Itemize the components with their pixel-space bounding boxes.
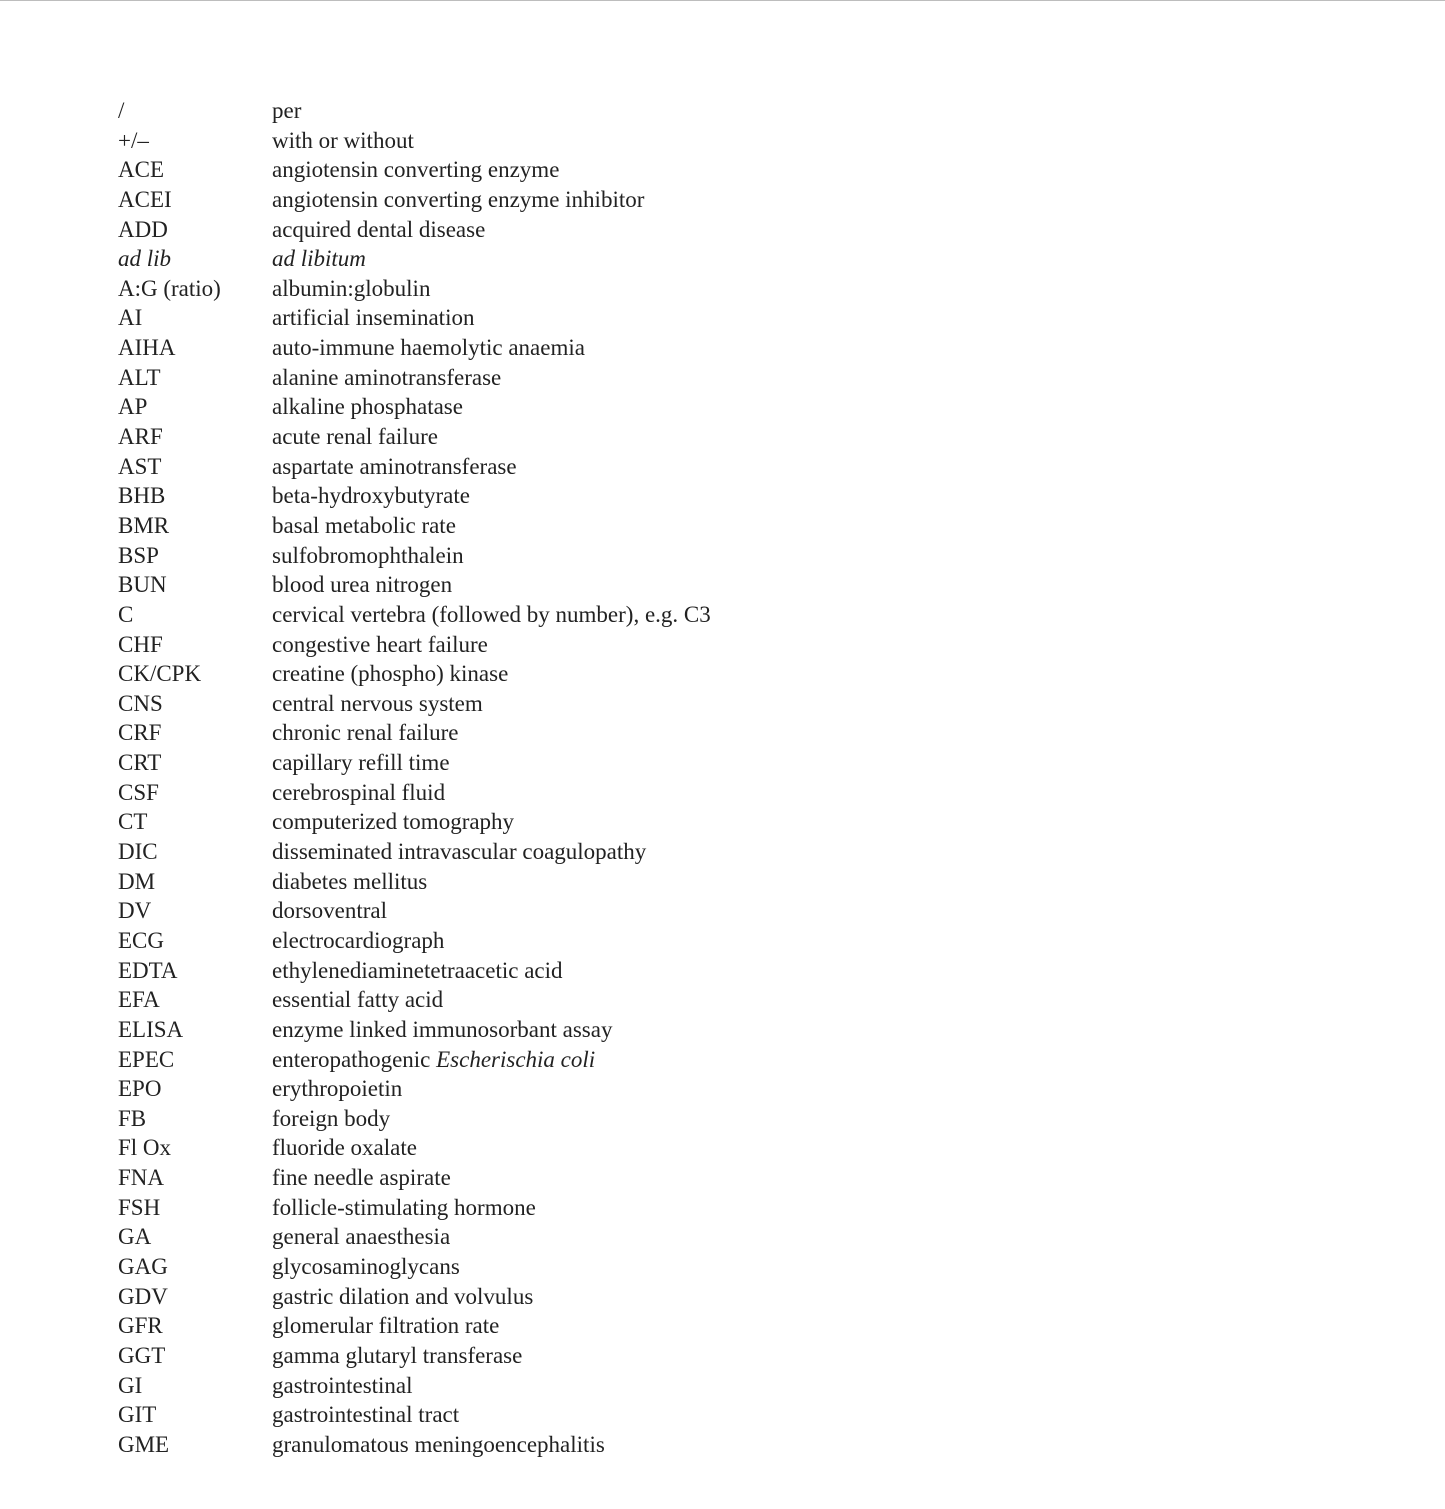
- abbreviation-term: DM: [118, 868, 156, 894]
- abbreviation-term: GDV: [118, 1283, 168, 1309]
- abbreviation-definition: [272, 392, 1318, 422]
- abbreviation-term: ECG: [118, 927, 164, 953]
- abbreviation-term: /: [118, 98, 125, 123]
- definition-text: albumin:globulin: [272, 275, 431, 301]
- abbreviation-entry: [118, 126, 1318, 156]
- abbreviation-definition: [272, 541, 1318, 571]
- definition-text: with or without: [272, 127, 414, 153]
- abbreviation-term: CRF: [118, 720, 162, 746]
- abbreviation-entry: [118, 956, 1318, 986]
- abbreviation-term: DIC: [118, 839, 158, 865]
- definition-text: basal metabolic rate: [272, 512, 456, 538]
- abbreviation-definition: [272, 1074, 1318, 1104]
- abbreviation-term: Fl Ox: [118, 1135, 172, 1161]
- top-border: [0, 0, 1445, 1]
- abbreviation-definition: [272, 956, 1318, 986]
- abbreviation-definition: [272, 333, 1318, 363]
- abbreviation-entry: [118, 630, 1318, 660]
- abbreviation-term: ADD: [118, 216, 168, 242]
- abbreviation-entry: [118, 1252, 1318, 1282]
- abbreviation-entry: [118, 1311, 1318, 1341]
- definition-text: congestive heart failure: [272, 631, 488, 657]
- abbreviation-definition: [272, 1400, 1318, 1430]
- definition-text: per: [272, 98, 302, 123]
- abbreviation-definition: [272, 244, 1318, 274]
- abbreviation-entry: [118, 570, 1318, 600]
- definition-text: fine needle aspirate: [272, 1165, 451, 1191]
- abbreviation-definition: [272, 1015, 1318, 1045]
- abbreviation-term: EPO: [118, 1076, 162, 1102]
- abbreviation-definition: [272, 570, 1318, 600]
- abbreviation-definition: [272, 1371, 1318, 1401]
- abbreviation-term: BSP: [118, 542, 159, 568]
- abbreviation-term: BMR: [118, 512, 170, 538]
- abbreviation-term: GIT: [118, 1402, 157, 1428]
- definition-text: creatine (phospho) kinase: [272, 661, 509, 687]
- abbreviation-term: ACE: [118, 157, 164, 183]
- abbreviation-entry: [118, 541, 1318, 571]
- abbreviation-definition: [272, 1193, 1318, 1223]
- definition-text: acute renal failure: [272, 424, 438, 450]
- definition-text: erythropoietin: [272, 1076, 403, 1102]
- abbreviation-definition: [272, 778, 1318, 808]
- definition-text: alkaline phosphatase: [272, 394, 463, 420]
- abbreviation-term: DV: [118, 898, 152, 924]
- definition-text: capillary refill time: [272, 750, 450, 776]
- definition-text: fluoride oxalate: [272, 1135, 417, 1161]
- abbreviation-definition: [272, 1163, 1318, 1193]
- abbreviation-term: ARF: [118, 424, 163, 450]
- definition-text: follicle-stimulating hormone: [272, 1194, 536, 1220]
- abbreviation-entry: [118, 1015, 1318, 1045]
- abbreviation-entry: [118, 96, 1318, 126]
- abbreviation-term: A:G (ratio): [118, 275, 221, 301]
- abbreviation-definition: [272, 185, 1318, 215]
- abbreviation-definition: [272, 926, 1318, 956]
- definition-text: computerized tomography: [272, 809, 515, 835]
- definition-text: enteropathogenic: [272, 1046, 437, 1072]
- abbreviation-entry: [118, 867, 1318, 897]
- abbreviation-term: ALT: [118, 364, 161, 390]
- abbreviation-entry: [118, 215, 1318, 245]
- abbreviation-entry: [118, 837, 1318, 867]
- abbreviation-term: GME: [118, 1431, 170, 1457]
- abbreviation-entry: [118, 511, 1318, 541]
- abbreviation-definition: [272, 215, 1318, 245]
- abbreviation-entry: [118, 303, 1318, 333]
- abbreviation-term: CK/CPK: [118, 661, 202, 687]
- abbreviation-term: AI: [118, 305, 143, 331]
- abbreviation-term: GI: [118, 1372, 143, 1398]
- abbreviation-entry: [118, 689, 1318, 719]
- abbreviation-entry: [118, 1400, 1318, 1430]
- abbreviation-term: ELISA: [118, 1016, 184, 1042]
- abbreviation-entry: [118, 807, 1318, 837]
- abbreviation-entry: [118, 896, 1318, 926]
- definition-italic-text: Escherischia coli: [436, 1046, 596, 1072]
- abbreviation-entry: [118, 1074, 1318, 1104]
- abbreviation-term: BHB: [118, 483, 166, 509]
- abbreviation-term: CHF: [118, 631, 163, 657]
- abbreviation-definition: [272, 363, 1318, 393]
- abbreviation-definition: [272, 1252, 1318, 1282]
- abbreviation-definition: [272, 896, 1318, 926]
- abbreviation-definition: [272, 630, 1318, 660]
- definition-text: auto-immune haemolytic anaemia: [272, 335, 585, 361]
- abbreviation-entry: [118, 185, 1318, 215]
- abbreviation-entry: [118, 778, 1318, 808]
- abbreviation-term: EDTA: [118, 957, 178, 983]
- abbreviation-definition: [272, 1341, 1318, 1371]
- abbreviation-entry: [118, 926, 1318, 956]
- abbreviation-term: FNA: [118, 1165, 165, 1191]
- abbreviation-term: BUN: [118, 572, 167, 598]
- abbreviation-definition: [272, 452, 1318, 482]
- abbreviation-definition: [272, 689, 1318, 719]
- abbreviation-term: CSF: [118, 779, 159, 805]
- abbreviation-definition: [272, 1430, 1318, 1460]
- abbreviation-entry: [118, 452, 1318, 482]
- definition-text: gastric dilation and volvulus: [272, 1283, 534, 1309]
- abbreviation-entry: [118, 1341, 1318, 1371]
- definition-text: diabetes mellitus: [272, 868, 428, 894]
- abbreviation-entry: [118, 1045, 1318, 1075]
- abbreviation-entry: [118, 748, 1318, 778]
- abbreviation-term: EFA: [118, 987, 160, 1013]
- definition-text: general anaesthesia: [272, 1224, 451, 1250]
- abbreviation-term: EPEC: [118, 1046, 175, 1072]
- abbreviation-definition: [272, 1222, 1318, 1252]
- abbreviation-term: AIHA: [118, 335, 176, 361]
- definition-text: enzyme linked immunosorbant assay: [272, 1016, 613, 1042]
- definition-text: essential fatty acid: [272, 987, 444, 1013]
- definition-text: gastrointestinal: [272, 1372, 413, 1398]
- abbreviation-entry: [118, 1282, 1318, 1312]
- abbreviation-definition: [272, 1104, 1318, 1134]
- abbreviation-term: CRT: [118, 750, 162, 776]
- abbreviation-entry: [118, 155, 1318, 185]
- abbreviation-entry: [118, 718, 1318, 748]
- abbreviation-definition: [272, 718, 1318, 748]
- definition-text: granulomatous meningoencephalitis: [272, 1431, 605, 1457]
- definition-text: dorsoventral: [272, 898, 387, 924]
- definition-text: cervical vertebra (followed by number), e.g. C3: [272, 601, 711, 627]
- definition-text: acquired dental disease: [272, 216, 486, 242]
- abbreviation-definition: [272, 1133, 1318, 1163]
- abbreviation-term: AP: [118, 394, 148, 420]
- abbreviation-definition: [272, 1282, 1318, 1312]
- abbreviation-definition: [272, 511, 1318, 541]
- abbreviation-entry: [118, 600, 1318, 630]
- abbreviation-definition: [272, 985, 1318, 1015]
- abbreviation-term: GFR: [118, 1313, 163, 1339]
- abbreviation-definition: [272, 807, 1318, 837]
- definition-text: gastrointestinal tract: [272, 1402, 460, 1428]
- abbreviation-definition: [272, 96, 1318, 126]
- definition-text: gamma glutaryl transferase: [272, 1342, 523, 1368]
- abbreviation-term: AST: [118, 453, 162, 479]
- abbreviation-term: FB: [118, 1105, 147, 1131]
- abbreviation-term: +/–: [118, 127, 149, 153]
- abbreviation-definition: [272, 867, 1318, 897]
- definition-text: cerebrospinal fluid: [272, 779, 446, 805]
- abbreviation-entry: [118, 422, 1318, 452]
- abbreviation-entry: [118, 1371, 1318, 1401]
- abbreviation-definition: [272, 837, 1318, 867]
- definition-text: blood urea nitrogen: [272, 572, 453, 598]
- definition-text: glycosaminoglycans: [272, 1253, 460, 1279]
- abbreviation-term: CT: [118, 809, 148, 835]
- abbreviation-definition: [272, 126, 1318, 156]
- definition-text: sulfobromophthalein: [272, 542, 464, 568]
- abbreviation-definition: [272, 659, 1318, 689]
- abbreviation-entry: [118, 244, 1318, 274]
- abbreviation-term: ACEI: [118, 186, 172, 212]
- abbreviation-entry: [118, 481, 1318, 511]
- abbreviation-entry: [118, 659, 1318, 689]
- definition-text: angiotensin converting enzyme: [272, 157, 560, 183]
- abbreviation-entry: [118, 1163, 1318, 1193]
- definition-text: beta-hydroxybutyrate: [272, 483, 470, 509]
- abbreviation-term: FSH: [118, 1194, 161, 1220]
- abbreviation-term: C: [118, 601, 134, 627]
- abbreviation-term: CNS: [118, 690, 163, 716]
- definition-text: foreign body: [272, 1105, 391, 1131]
- abbreviation-entry: [118, 1193, 1318, 1223]
- abbreviation-definition: [272, 481, 1318, 511]
- abbreviation-entry: [118, 1104, 1318, 1134]
- definition-text: ethylenediaminetetraacetic acid: [272, 957, 563, 983]
- abbreviation-entry: [118, 392, 1318, 422]
- abbreviation-definition: [272, 600, 1318, 630]
- definition-text: alanine aminotransferase: [272, 364, 502, 390]
- abbreviation-term: GGT: [118, 1342, 166, 1368]
- abbreviation-term: ad lib: [118, 246, 172, 272]
- abbreviation-entry: [118, 985, 1318, 1015]
- abbreviation-definition: [272, 155, 1318, 185]
- abbreviation-term: GA: [118, 1224, 152, 1250]
- definition-text: ad libitum: [272, 246, 366, 272]
- definition-text: disseminated intravascular coagulopathy: [272, 839, 647, 865]
- abbreviation-entry: [118, 274, 1318, 304]
- abbreviation-entry: [118, 1222, 1318, 1252]
- abbreviation-entry: [118, 1430, 1318, 1460]
- abbreviation-term: GAG: [118, 1253, 168, 1279]
- definition-text: glomerular filtration rate: [272, 1313, 500, 1339]
- definition-text: central nervous system: [272, 690, 483, 716]
- definition-text: electrocardiograph: [272, 927, 445, 953]
- abbreviation-entry: [118, 1133, 1318, 1163]
- definition-text: artificial insemination: [272, 305, 475, 331]
- definition-text: chronic renal failure: [272, 720, 459, 746]
- abbreviation-definition: [272, 1311, 1318, 1341]
- abbreviation-definition: [272, 422, 1318, 452]
- abbreviation-definition: [272, 274, 1318, 304]
- abbreviation-list: [118, 96, 1318, 1459]
- abbreviation-definition: [272, 748, 1318, 778]
- abbreviation-entry: [118, 363, 1318, 393]
- definition-text: angiotensin converting enzyme inhibitor: [272, 186, 645, 212]
- abbreviation-definition: [272, 303, 1318, 333]
- abbreviation-definition: [272, 1045, 1318, 1075]
- definition-text: aspartate aminotransferase: [272, 453, 517, 479]
- abbreviation-entry: [118, 333, 1318, 363]
